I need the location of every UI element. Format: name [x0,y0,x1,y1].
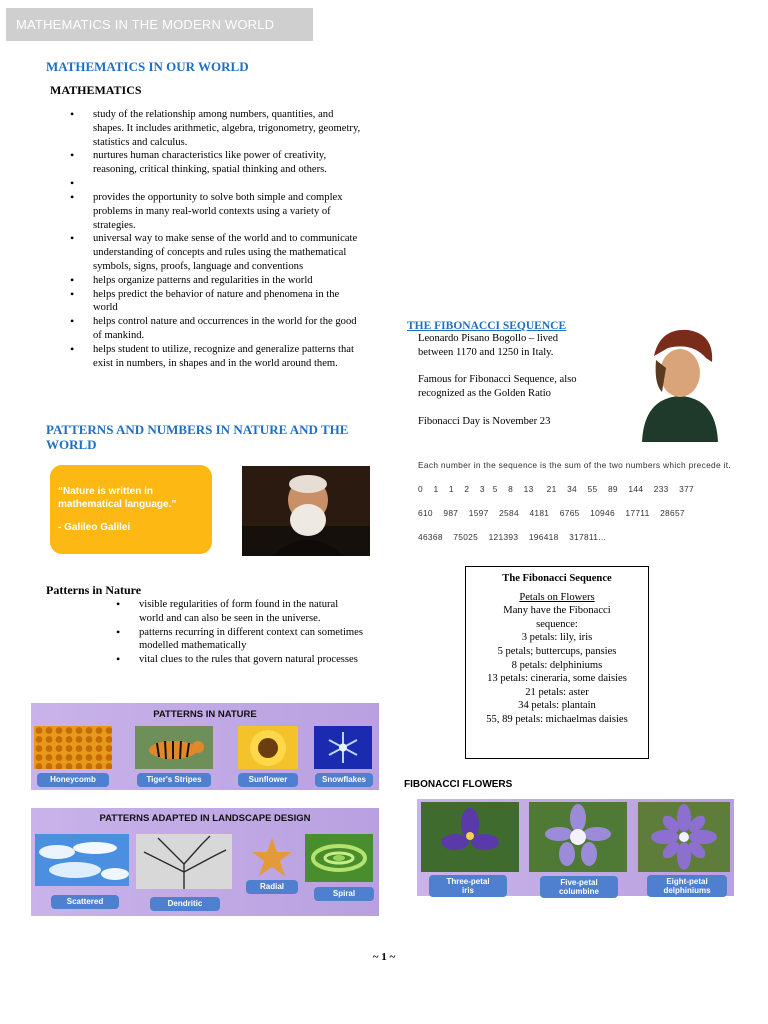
tag-sunflower: Sunflower [238,773,298,787]
fibonacci-bio [418,332,623,429]
box-line: Many have the Fibonacci [503,605,611,617]
patterns-in-nature-heading: Patterns in Nature [46,583,142,597]
columbine-image [529,802,627,872]
tag-spiral: Spiral [314,887,374,901]
sequence-row-3: 46368 75025 121393 196418 317811... [418,532,607,542]
tag-honeycomb: Honeycomb [37,773,109,787]
box-subtitle: Petals on Flowers [519,591,595,603]
quote-author: - Galileo Galilei [58,522,131,533]
list-item: • universal way to make sense of the world and to communicate understanding of concepts and rules using the mathematical symbols, signs, proofs, language and conventions [93,232,365,273]
heading-line: WORLD [46,437,97,452]
tag-line: iris [461,886,474,895]
list-item: • helps predict the behavior of nature and phenomena in the world [93,288,365,316]
list-item: • helps organize patterns and regularities in the world [93,274,365,288]
box-line: sequence: [536,618,578,630]
tag-tiger-stripes: Tiger's Stripes [137,773,211,787]
list-item [93,177,365,191]
list-item: • patterns recurring in different context can sometimes modelled mathematically [139,626,363,654]
galileo-quote-card [50,465,212,554]
snowflake-image [314,726,372,769]
subheading-mathematics: MATHEMATICS [50,83,142,97]
iris-image [421,802,519,872]
fibonacci-petals-box [465,566,649,759]
sunflower-image [238,726,298,769]
tag-dendritic: Dendritic [150,897,220,911]
mathematics-bullet-list [93,108,365,370]
fibonacci-heading: THE FIBONACCI SEQUENCE [407,320,567,332]
tag-snowflakes: Snowflakes [315,773,373,787]
section-heading-math-world: MATHEMATICS IN OUR WORLD [46,59,249,74]
list-item: • helps control nature and occurrences in the world for the good of mankind. [93,315,365,343]
box-line: 21 petals: aster [525,686,589,698]
patterns-landscape-panel [31,808,379,916]
box-line: 8 petals: delphiniums [511,659,603,671]
tag-radial: Radial [246,880,298,894]
sequence-row-2: 610 987 1597 2584 4181 6765 10946 17711 28657 [418,508,685,518]
clouds-image [35,834,129,886]
box-line: 55, 89 petals: michaelmas daisies [486,713,628,725]
box-line: 34 petals: plantain [518,700,596,712]
bio-line: Leonardo Pisano Bogollo – lived [418,333,559,344]
document-header: MATHEMATICS IN THE MODERN WORLD [6,8,313,41]
starfish-image [246,836,298,878]
tag-line: Three-petal [446,877,490,886]
page-number: ~ 1 ~ [372,951,396,963]
box-line: 5 petals; buttercups, pansies [497,645,617,657]
quote-text: “Nature is written in mathematical language.” [58,486,177,510]
tiger-image [135,726,213,769]
galileo-portrait [242,466,370,556]
list-item: • visible regularities of form found in the natural world and can also be seen in the universe. [139,598,363,626]
honeycomb-image [34,726,112,769]
bio-line: Fibonacci Day is November 23 [418,415,551,427]
dendritic-tree-image [136,834,232,889]
tag-three-petal-iris [429,875,507,897]
box-line: 3 petals: lily, iris [521,632,593,644]
section-heading-patterns [46,422,366,452]
patterns-bullet-list [139,598,363,667]
fibonacci-portrait [620,318,740,442]
tag-scattered: Scattered [51,895,119,909]
box-title: The Fibonacci Sequence [502,573,612,584]
sequence-caption: Each number in the sequence is the sum of the two numbers which precede it. [418,460,731,470]
fibonacci-flowers-panel [417,799,734,896]
tag-eight-petal-delphiniums [647,875,727,897]
delphinium-image [638,802,730,872]
tag-line: Eight-petal [666,877,708,886]
fibonacci-flowers-heading: FIBONACCI FLOWERS [404,779,513,790]
tag-five-petal-columbine [540,876,618,898]
spiral-plant-image [305,834,373,882]
panel-title: PATTERNS ADAPTED IN LANDSCAPE DESIGN [99,813,311,824]
sequence-row-1: 0 1 1 2 3 5 8 13 21 34 55 89 144 233 377 [418,484,695,494]
tag-line: columbine [558,887,599,896]
tag-line: delphiniums [663,886,711,895]
panel-title: PATTERNS IN NATURE [153,709,257,720]
list-item: • study of the relationship among numbers, quantities, and shapes. It includes arithmetic, algebra, trigonometry, geometry, statistics and calculus. [93,108,365,149]
heading-line: PATTERNS AND NUMBERS IN NATURE AND THE [46,422,349,437]
list-item: • provides the opportunity to solve both simple and complex problems in many real-world contexts using a variety of strategies. [93,191,365,232]
bio-line: between 1170 and 1250 in Italy. [418,346,554,358]
list-item: • vital clues to the rules that govern natural processes [139,653,363,667]
bio-line: recognized as the Golden Ratio [418,388,551,400]
list-item: • helps student to utilize, recognize and generalize patterns that exist in numbers, in shapes and in the world around them. [93,343,365,371]
tag-line: Five-petal [560,878,598,887]
bio-line: Famous for Fibonacci Sequence, also [418,374,577,386]
list-item: • nurtures human characteristics like power of creativity, reasoning, critical thinking, spatial thinking and others. [93,149,365,177]
box-line: 13 petals: cineraria, some daisies [487,673,627,685]
patterns-in-nature-panel [31,703,379,790]
